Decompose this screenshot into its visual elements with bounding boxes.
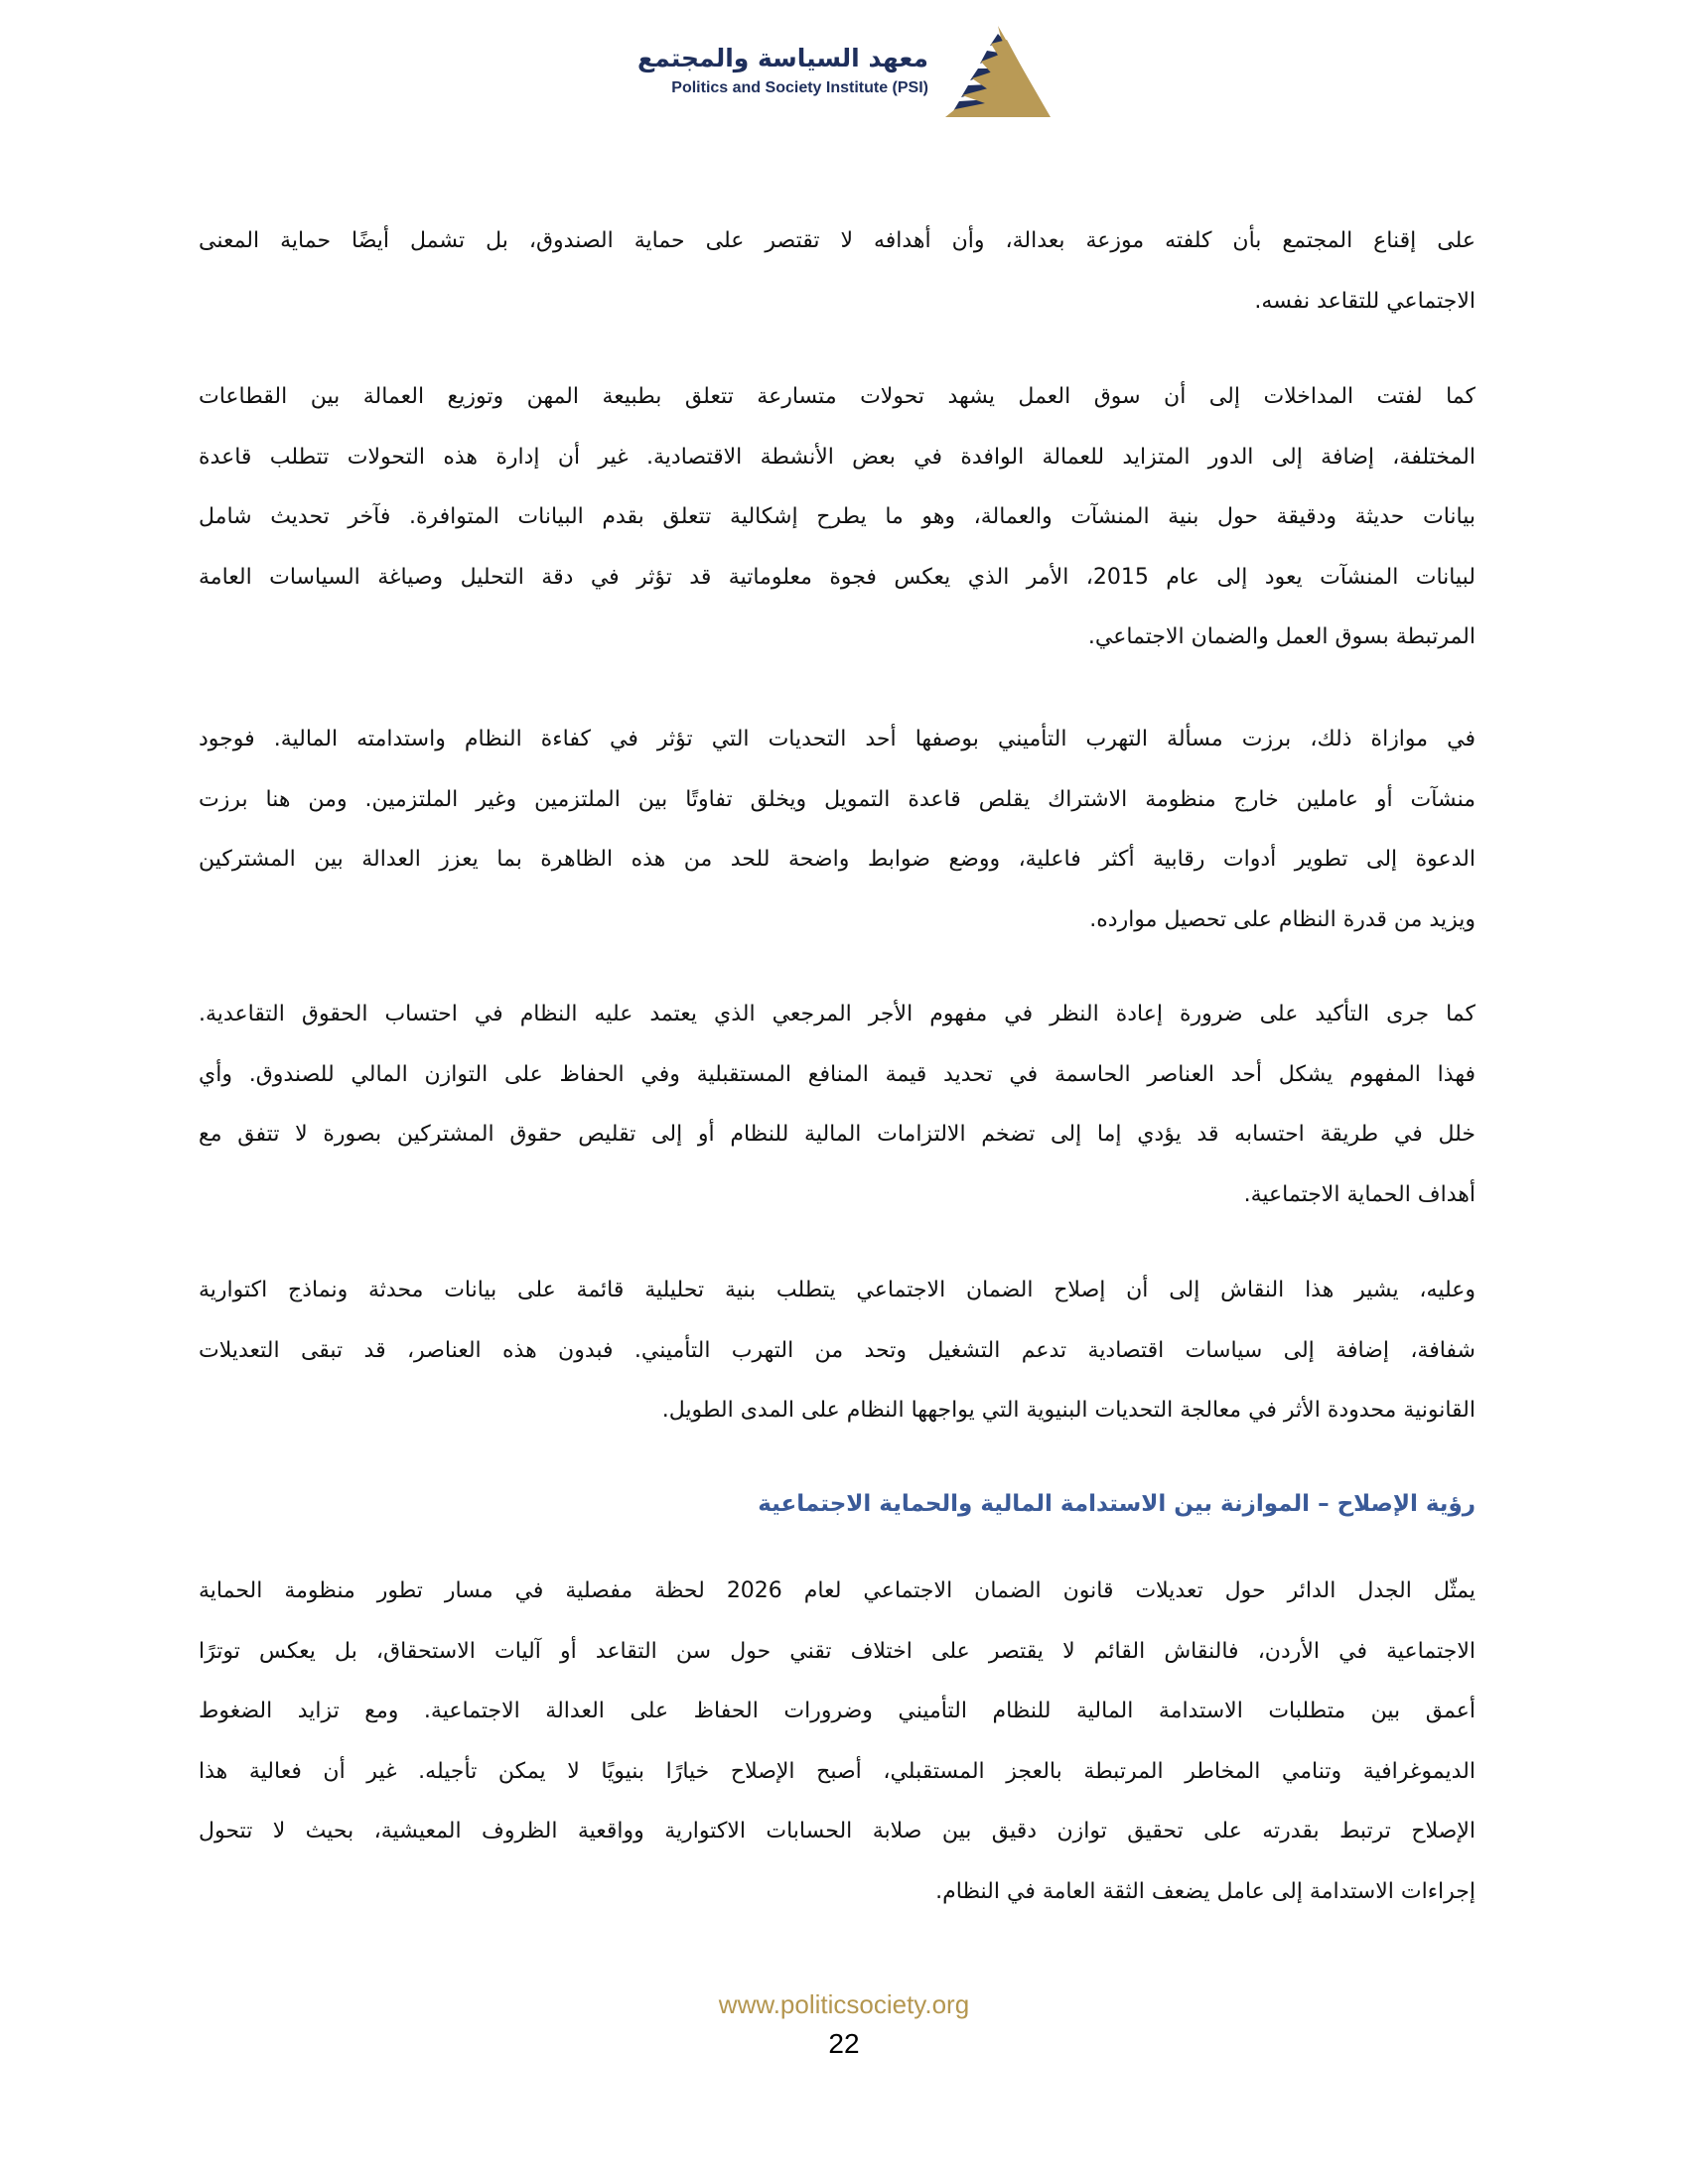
text-line: على إقناع المجتمع بأن كلفته موزعة بعدالة، وأن أهدافه لا تقتصر على حماية الصندوق، بل تشمل أيضًا حماية المعنى bbox=[199, 228, 1476, 253]
text-line: القانونية محدودة الأثر في معالجة التحديات البنيوية التي يواجهها النظام على المدى الطويل. bbox=[661, 1398, 1476, 1423]
paragraph bbox=[199, 367, 1476, 668]
text-line: في موازاة ذلك، برزت مسألة التهرب التأميني بوصفها أحد التحديات التي تؤثر في كفاءة النظام واستدامته المالية. فوجود bbox=[199, 727, 1476, 751]
page-number: 22 bbox=[828, 2028, 860, 2059]
text-line: ويزيد من قدرة النظام على تحصيل موارده. bbox=[1089, 906, 1476, 932]
footer-website-link[interactable]: www.politicsociety.org bbox=[718, 1989, 970, 2019]
paragraph bbox=[199, 985, 1476, 1225]
text-line: شفافة، إضافة إلى سياسات اقتصادية تدعم التشغيل وتحد من التهرب التأميني. فبدون هذه العناصر، قد تبقى التعديلات bbox=[199, 1337, 1476, 1363]
text-line: وعليه، يشير هذا النقاش إلى أن إصلاح الضمان الاجتماعي يتطلب بنية تحليلية قائمة على بيانات محدثة ونماذج اكتوارية bbox=[199, 1278, 1476, 1302]
text-line: الإصلاح ترتبط بقدرته على تحقيق توازن دقيق بين صلابة الحسابات الاكتوارية وواقعية الظروف المعيشية، بحيث لا تتحول bbox=[199, 1819, 1476, 1843]
text-line: المختلفة، إضافة إلى الدور المتزايد للعمالة الوافدة في بعض الأنشطة الاقتصادية. غير أن إدارة هذه التحولات تتطلب قاعدة bbox=[199, 444, 1476, 470]
text-line: الدعوة إلى تطوير أدوات رقابية أكثر فاعلية، ووضع ضوابط واضحة للحد من هذه الظاهرة بما يعزز العدالة بين المشتركين bbox=[199, 847, 1476, 872]
text-line: منشآت أو عاملين خارج منظومة الاشتراك يقلص قاعدة التمويل ويخلق تفاوتًا بين الملتزمين وغير الملتزمين. ومن هنا برزت bbox=[199, 786, 1476, 812]
text-line: الاجتماعية في الأردن، فالنقاش القائم لا يقتصر على اختلاف تقني حول سن التقاعد أو آليات الاستحقاق، بل يعكس توترًا bbox=[199, 1638, 1476, 1664]
text-line: أهداف الحماية الاجتماعية. bbox=[1243, 1181, 1476, 1207]
text-line: خلل في طريقة احتسابه قد يؤدي إما إلى تضخم الالتزامات المالية للنظام أو إلى تقليص حقوق المشتركين بصورة لا تتفق مع bbox=[199, 1122, 1476, 1147]
paragraph bbox=[199, 211, 1476, 332]
text-line: كما لفتت المداخلات إلى أن سوق العمل يشهد تحولات متسارعة تتعلق بطبيعة المهن وتوزيع العمالة بين القطاعات bbox=[199, 384, 1476, 409]
section-heading: رؤية الإصلاح – الموازنة بين الاستدامة المالية والحماية الاجتماعية bbox=[758, 1491, 1476, 1517]
text-line: المرتبطة بسوق العمل والضمان الاجتماعي. bbox=[1087, 624, 1476, 649]
paragraph bbox=[199, 1261, 1476, 1441]
text-line: الديموغرافية وتنامي المخاطر المرتبطة بالعجز المستقبلي، أصبح الإصلاح خيارًا بنيويًا لا يمكن تأجيله. غير أن فعالية هذا bbox=[199, 1758, 1476, 1784]
paragraph bbox=[199, 710, 1476, 950]
text-line: إجراءات الاستدامة إلى عامل يضعف الثقة العامة في النظام. bbox=[935, 1878, 1476, 1904]
text-line: فهذا المفهوم يشكل أحد العناصر الحاسمة في تحديد قيمة المنافع المستقبلية وفي الحفاظ على التوازن المالي للصندوق. وأي bbox=[199, 1061, 1476, 1087]
text-line: كما جرى التأكيد على ضرورة إعادة النظر في مفهوم الأجر المرجعي الذي يعتمد عليه النظام في احتساب الحقوق التقاعدية. bbox=[199, 1002, 1476, 1026]
logo-english-name: Politics and Society Institute (PSI) bbox=[671, 79, 928, 96]
logo-arabic-name: معهد السياسة والمجتمع bbox=[637, 44, 928, 72]
text-line: لبيانات المنشآت يعود إلى عام 2015، الأمر الذي يعكس فجوة معلوماتية قد تؤثر في دقة التحليل وصياغة السياسات العامة bbox=[199, 564, 1476, 590]
institute-logo bbox=[635, 22, 1053, 121]
text-line: أعمق بين متطلبات الاستدامة المالية للنظام التأميني وضرورات الحفاظ على العدالة الاجتماعية. ومع تزايد الضغوط bbox=[199, 1699, 1476, 1723]
pyramid-logo-icon bbox=[943, 24, 1053, 119]
text-line: الاجتماعي للتقاعد نفسه. bbox=[1254, 288, 1476, 314]
text-line: يمثّل الجدل الدائر حول تعديلات قانون الضمان الاجتماعي لعام 2026 لحظة مفصلية في مسار تطور منظومة الحماية bbox=[199, 1578, 1476, 1603]
paragraph bbox=[199, 1562, 1476, 1922]
text-line: بيانات حديثة ودقيقة حول بنية المنشآت والعمالة، وهو ما يطرح إشكالية تتعلق بقدم البيانات المتوافرة. فآخر تحديث شامل bbox=[199, 504, 1476, 529]
